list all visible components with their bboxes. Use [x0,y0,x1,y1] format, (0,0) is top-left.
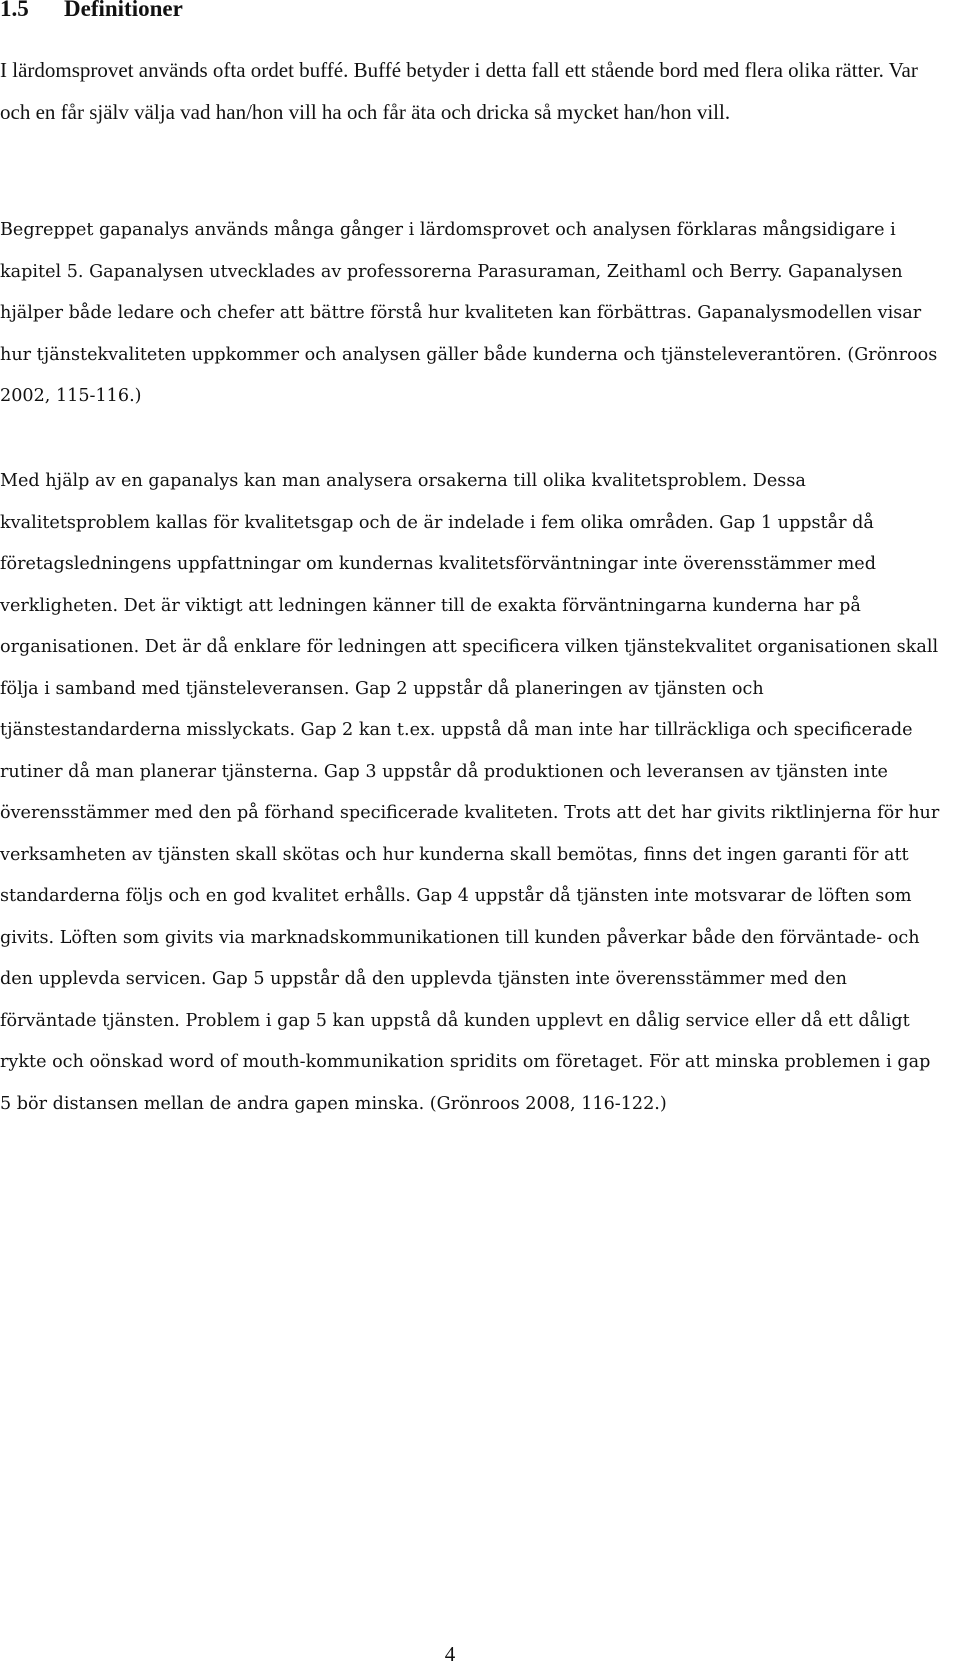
section-title: Definitioner [64,0,183,21]
paragraph-buffe-definition: I lärdomsprovet används ofta ordet buffé. Buffé betyder i detta fall ett stående bord med flera olika rätter. Var och en får själv välja vad han/hon vill ha och får äta och dricka så mycket han/hon vill. [0,58,918,124]
section-number: 1.5 [0,0,29,21]
paragraph-gapanalys-intro: Begreppet gapanalys används många gånger i lärdomsprovet och analysen förklaras mångsidigare i kapitel 5. Gapanalysen utvecklades av professorerna Parasuraman, Zeithaml och Berry. Gapanalysen hjälper både ledare och chefer att bättre förstå hur kvaliteten kan förbättras. Gapanalysmodellen visar hur tjänstekvaliteten uppkommer och analysen gäller både kunderna och tjänsteleverantören. (Grönroos 2002, 115-116.) [0,220,938,406]
paragraph-quality-gaps: Med hjälp av en gapanalys kan man analysera orsakerna till olika kvalitetsproblem. Dessa kvalitetsproblem kallas för kvalitetsgap och de är indelade i fem olika områden. Gap 1 uppstår då företagsledningens uppfattningar om kundernas kvalitetsförväntningar inte överensstämmer med verkligheten. Det är viktigt att ledningen känner till de exakta förväntningarna kunderna har på organisationen. Det är då enklare för ledningen att specificera vilken tjänstekvalitet organisationen skall följa i samband med tjänsteleveransen. Gap 2 uppstår då planeringen av tjänsten och tjänstestandarderna misslyckats. Gap 2 kan t.ex. uppstå då man inte har tillräckliga och specificerade rutiner då man planerar tjänsterna. Gap 3 uppstår då produktionen och leveransen av tjänsten inte överensstämmer med den på förhand specificerade kvaliteten. Trots att det har givits riktlinjerna för hur verksamheten av tjänsten skall skötas och hur kunderna skall bemötas, finns det ingen garanti för att standarderna följs och en god kvalitet erhålls. Gap 4 uppstår då tjänsten inte motsvarar de löften som givits. Löften som givits via marknadskommunikationen till kunden påverkar både den förväntade- och den upplevda servicen. Gap 5 uppstår då den upplevda tjänsten inte överensstämmer med den förväntade tjänsten. Problem i gap 5 kan uppstå då kunden upplevt en dålig service eller då ett dåligt rykte och oönskad word of mouth-kommunikation spridits om företaget. För att minska problemen i gap 5 bör distansen mellan de andra gapen minska. (Grönroos 2008, 116-122.) [0,471,940,1114]
page-number-value: 4 [444,1642,456,1666]
section-heading [0,0,183,24]
page-number [0,1641,960,1667]
